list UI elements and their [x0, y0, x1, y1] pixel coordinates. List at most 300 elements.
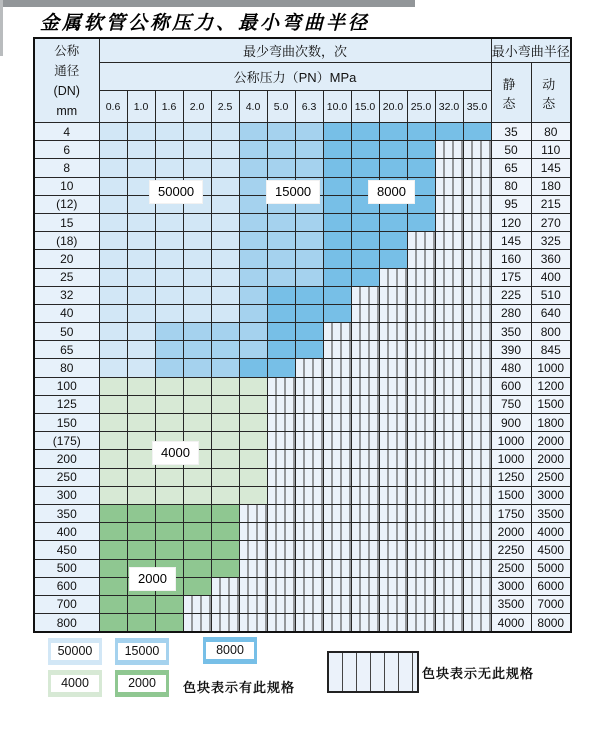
spec-cell-2000 [99, 559, 127, 577]
spec-cell-no-spec [435, 541, 463, 559]
spec-cell-no-spec [323, 595, 351, 613]
spec-cell-no-spec [463, 286, 491, 304]
static-value: 600 [491, 377, 531, 395]
spec-cell-2000 [155, 523, 183, 541]
spec-cell-50000 [211, 286, 239, 304]
static-value: 480 [491, 359, 531, 377]
zone-value-label: 50000 [149, 180, 203, 204]
spec-cell-no-spec [239, 541, 267, 559]
spec-cell-4000 [99, 450, 127, 468]
spec-cell-50000 [99, 232, 127, 250]
legend-no-spec-swatch [327, 651, 419, 693]
spec-cell-15000 [267, 268, 295, 286]
spec-cell-2000 [99, 595, 127, 613]
spec-cell-no-spec [239, 559, 267, 577]
spec-cell-4000 [99, 414, 127, 432]
legend-swatch-4000 [48, 670, 102, 697]
spec-cell-no-spec [323, 323, 351, 341]
spec-cell-no-spec [323, 523, 351, 541]
spec-cell-2000 [127, 504, 155, 522]
dn-value: 800 [34, 614, 99, 633]
spec-cell-50000 [183, 232, 211, 250]
dynamic-value: 110 [531, 141, 571, 159]
static-value: 120 [491, 213, 531, 231]
legend-no-spec-caption: 色块表示无此规格 [422, 666, 535, 681]
spec-cell-50000 [99, 268, 127, 286]
spec-cell-2000 [99, 577, 127, 595]
spec-cell-no-spec [379, 541, 407, 559]
spec-cell-no-spec [351, 541, 379, 559]
table-row [34, 450, 571, 468]
spec-cell-no-spec [295, 486, 323, 504]
spec-cell-8000 [351, 141, 379, 159]
dn-value: 10 [34, 177, 99, 195]
spec-cell-2000 [155, 504, 183, 522]
spec-cell-no-spec [351, 614, 379, 633]
spec-cell-no-spec [379, 341, 407, 359]
spec-cell-no-spec [323, 468, 351, 486]
spec-cell-4000 [239, 432, 267, 450]
static-value: 35 [491, 123, 531, 141]
static-value: 350 [491, 323, 531, 341]
spec-cell-no-spec [295, 504, 323, 522]
spec-cell-no-spec [379, 450, 407, 468]
spec-cell-50000 [211, 195, 239, 213]
spec-cell-15000 [239, 141, 267, 159]
spec-cell-no-spec [463, 468, 491, 486]
static-value: 3000 [491, 577, 531, 595]
spec-cell-50000 [211, 141, 239, 159]
spec-cell-no-spec [351, 486, 379, 504]
spec-cell-8000 [323, 195, 351, 213]
spec-cell-15000 [239, 232, 267, 250]
spec-cell-8000 [295, 304, 323, 322]
spec-cell-no-spec [267, 504, 295, 522]
dynamic-value: 1200 [531, 377, 571, 395]
spec-cell-no-spec [463, 559, 491, 577]
spec-cell-2000 [99, 614, 127, 633]
spec-cell-no-spec [239, 577, 267, 595]
pressure-col-header: 1.0 [127, 91, 155, 123]
table-row [34, 250, 571, 268]
dynamic-value: 2000 [531, 432, 571, 450]
spec-cell-no-spec [351, 523, 379, 541]
spec-cell-15000 [295, 250, 323, 268]
legend-swatch-8000 [203, 637, 257, 664]
spec-cell-4000 [127, 395, 155, 413]
spec-cell-8000 [267, 286, 295, 304]
spec-cell-no-spec [407, 559, 435, 577]
spec-cell-no-spec [351, 359, 379, 377]
spec-cell-no-spec [463, 359, 491, 377]
spec-cell-4000 [239, 414, 267, 432]
dn-value: (175) [34, 432, 99, 450]
spec-cell-no-spec [435, 523, 463, 541]
spec-cell-no-spec [323, 341, 351, 359]
spec-cell-4000 [211, 486, 239, 504]
spec-cell-no-spec [435, 450, 463, 468]
table-row [34, 323, 571, 341]
pressure-col-header: 2.5 [211, 91, 239, 123]
spec-cell-no-spec [211, 595, 239, 613]
spec-cell-no-spec [295, 559, 323, 577]
spec-cell-no-spec [267, 450, 295, 468]
spec-cell-no-spec [351, 286, 379, 304]
legend-swatch-2000 [115, 670, 169, 697]
table-row [34, 232, 571, 250]
spec-cell-2000 [99, 504, 127, 522]
dn-value: 8 [34, 159, 99, 177]
static-value: 225 [491, 286, 531, 304]
spec-cell-4000 [239, 395, 267, 413]
spec-cell-4000 [127, 377, 155, 395]
spec-cell-50000 [99, 323, 127, 341]
static-value: 2000 [491, 523, 531, 541]
dn-value: 200 [34, 450, 99, 468]
spec-cell-4000 [211, 468, 239, 486]
spec-cell-50000 [99, 286, 127, 304]
spec-cell-50000 [211, 177, 239, 195]
spec-cell-15000 [183, 341, 211, 359]
spec-cell-no-spec [435, 595, 463, 613]
spec-cell-no-spec [351, 468, 379, 486]
spec-cell-8000 [323, 213, 351, 231]
spec-cell-no-spec [351, 559, 379, 577]
spec-cell-no-spec [323, 450, 351, 468]
spec-cell-50000 [127, 268, 155, 286]
spec-cell-no-spec [267, 414, 295, 432]
static-value: 175 [491, 268, 531, 286]
spec-cell-50000 [127, 141, 155, 159]
spec-cell-2000 [211, 504, 239, 522]
spec-cell-no-spec [407, 304, 435, 322]
spec-cell-no-spec [463, 377, 491, 395]
spec-cell-no-spec [239, 523, 267, 541]
spec-cell-50000 [183, 268, 211, 286]
legend-swatch-50000 [48, 638, 102, 665]
spec-cell-8000 [351, 123, 379, 141]
spec-cell-no-spec [267, 395, 295, 413]
spec-cell-15000 [295, 141, 323, 159]
static-value: 900 [491, 414, 531, 432]
spec-cell-no-spec [463, 523, 491, 541]
dn-value: 250 [34, 468, 99, 486]
spec-cell-no-spec [435, 213, 463, 231]
spec-cell-4000 [155, 486, 183, 504]
spec-cell-15000 [239, 323, 267, 341]
spec-cell-15000 [239, 123, 267, 141]
spec-cell-8000 [239, 359, 267, 377]
spec-cell-15000 [239, 304, 267, 322]
static-value: 50 [491, 141, 531, 159]
spec-cell-50000 [127, 359, 155, 377]
dynamic-value: 3000 [531, 486, 571, 504]
spec-cell-15000 [239, 250, 267, 268]
table-row [34, 559, 571, 577]
static-value: 1000 [491, 432, 531, 450]
spec-cell-50000 [183, 250, 211, 268]
spec-cell-no-spec [463, 486, 491, 504]
spec-cell-no-spec [407, 377, 435, 395]
spec-cell-4000 [183, 486, 211, 504]
spec-table-wrap [33, 37, 572, 633]
spec-cell-no-spec [379, 486, 407, 504]
spec-cell-no-spec [183, 614, 211, 633]
spec-cell-8000 [323, 159, 351, 177]
spec-cell-no-spec [435, 414, 463, 432]
spec-cell-no-spec [295, 450, 323, 468]
spec-cell-4000 [183, 377, 211, 395]
legend-swatch-label: 15000 [118, 643, 166, 661]
dynamic-value: 400 [531, 268, 571, 286]
spec-cell-2000 [127, 523, 155, 541]
static-value: 160 [491, 250, 531, 268]
spec-cell-50000 [127, 159, 155, 177]
spec-cell-no-spec [463, 577, 491, 595]
spec-cell-8000 [407, 159, 435, 177]
spec-cell-8000 [323, 250, 351, 268]
spec-cell-no-spec [323, 559, 351, 577]
dynamic-value: 8000 [531, 614, 571, 633]
spec-cell-no-spec [379, 323, 407, 341]
spec-cell-no-spec [239, 595, 267, 613]
pressure-col-header: 25.0 [407, 91, 435, 123]
table-row [34, 595, 571, 613]
spec-cell-4000 [155, 414, 183, 432]
pressure-col-header: 6.3 [295, 91, 323, 123]
spec-cell-8000 [323, 268, 351, 286]
spec-cell-50000 [127, 341, 155, 359]
spec-cell-4000 [239, 377, 267, 395]
spec-cell-8000 [323, 141, 351, 159]
spec-cell-15000 [183, 323, 211, 341]
spec-cell-8000 [407, 141, 435, 159]
spec-cell-no-spec [295, 577, 323, 595]
spec-cell-4000 [99, 486, 127, 504]
spec-cell-15000 [267, 123, 295, 141]
spec-cell-8000 [295, 286, 323, 304]
spec-cell-no-spec [323, 432, 351, 450]
dynamic-value: 180 [531, 177, 571, 195]
spec-cell-no-spec [463, 250, 491, 268]
spec-cell-2000 [127, 614, 155, 633]
dn-value: 350 [34, 504, 99, 522]
spec-cell-no-spec [463, 268, 491, 286]
spec-cell-50000 [99, 177, 127, 195]
spec-cell-15000 [295, 268, 323, 286]
spec-cell-8000 [323, 304, 351, 322]
spec-cell-4000 [211, 450, 239, 468]
table-row [34, 304, 571, 322]
spec-cell-no-spec [435, 141, 463, 159]
spec-cell-no-spec [463, 541, 491, 559]
spec-cell-4000 [155, 395, 183, 413]
spec-cell-50000 [183, 213, 211, 231]
spec-cell-50000 [155, 141, 183, 159]
static-value: 1500 [491, 486, 531, 504]
spec-cell-no-spec [211, 577, 239, 595]
spec-cell-2000 [183, 577, 211, 595]
spec-cell-no-spec [351, 341, 379, 359]
spec-cell-4000 [127, 414, 155, 432]
spec-cell-no-spec [435, 359, 463, 377]
spec-cell-no-spec [407, 614, 435, 633]
static-value: 280 [491, 304, 531, 322]
table-row [34, 395, 571, 413]
spec-cell-2000 [155, 614, 183, 633]
dynamic-value: 2000 [531, 450, 571, 468]
spec-cell-no-spec [463, 414, 491, 432]
spec-cell-50000 [99, 341, 127, 359]
pressure-col-header: 0.6 [99, 91, 127, 123]
dn-value: 700 [34, 595, 99, 613]
dynamic-value: 325 [531, 232, 571, 250]
spec-cell-4000 [127, 486, 155, 504]
spec-cell-15000 [211, 341, 239, 359]
legend-swatch-15000 [115, 638, 169, 665]
spec-cell-50000 [127, 323, 155, 341]
spec-cell-4000 [99, 395, 127, 413]
static-value: 1750 [491, 504, 531, 522]
spec-cell-no-spec [323, 577, 351, 595]
spec-cell-no-spec [379, 414, 407, 432]
dn-value: (12) [34, 195, 99, 213]
spec-cell-no-spec [295, 468, 323, 486]
spec-cell-no-spec [407, 468, 435, 486]
dynamic-value: 1800 [531, 414, 571, 432]
table-row [34, 504, 571, 522]
spec-cell-50000 [127, 304, 155, 322]
spec-cell-no-spec [351, 377, 379, 395]
spec-cell-15000 [295, 213, 323, 231]
bend-cycles-header: 最少弯曲次数，次 [99, 38, 491, 63]
dn-value: 80 [34, 359, 99, 377]
dynamic-value: 2500 [531, 468, 571, 486]
spec-cell-no-spec [379, 359, 407, 377]
spec-cell-no-spec [463, 195, 491, 213]
spec-cell-no-spec [463, 595, 491, 613]
spec-cell-50000 [99, 213, 127, 231]
spec-cell-4000 [183, 468, 211, 486]
spec-cell-8000 [351, 268, 379, 286]
spec-cell-8000 [267, 304, 295, 322]
spec-cell-15000 [267, 159, 295, 177]
legend-swatch-label: 50000 [51, 643, 99, 661]
spec-cell-no-spec [407, 432, 435, 450]
spec-cell-8000 [267, 341, 295, 359]
spec-cell-2000 [155, 541, 183, 559]
spec-cell-15000 [155, 341, 183, 359]
spec-cell-8000 [407, 123, 435, 141]
spec-cell-no-spec [463, 159, 491, 177]
scan-edge-left [0, 0, 3, 56]
dynamic-value: 4500 [531, 541, 571, 559]
spec-cell-8000 [351, 213, 379, 231]
spec-cell-no-spec [435, 377, 463, 395]
dynamic-value: 1000 [531, 359, 571, 377]
spec-cell-no-spec [379, 395, 407, 413]
dynamic-value: 5000 [531, 559, 571, 577]
spec-cell-50000 [127, 250, 155, 268]
table-row [34, 159, 571, 177]
dn-value: 50 [34, 323, 99, 341]
spec-cell-50000 [155, 250, 183, 268]
table-row [34, 341, 571, 359]
static-value: 1250 [491, 468, 531, 486]
spec-cell-50000 [155, 123, 183, 141]
table-row [34, 577, 571, 595]
spec-cell-no-spec [323, 359, 351, 377]
spec-cell-50000 [99, 250, 127, 268]
spec-cell-50000 [99, 141, 127, 159]
spec-cell-no-spec [323, 395, 351, 413]
dn-value: 6 [34, 141, 99, 159]
dynamic-value: 845 [531, 341, 571, 359]
spec-cell-50000 [99, 195, 127, 213]
table-row [34, 268, 571, 286]
spec-cell-no-spec [407, 250, 435, 268]
dynamic-value: 1500 [531, 395, 571, 413]
spec-cell-4000 [183, 414, 211, 432]
spec-cell-8000 [323, 286, 351, 304]
zone-value-label: 4000 [152, 441, 199, 465]
spec-cell-8000 [323, 177, 351, 195]
dynamic-value: 800 [531, 323, 571, 341]
spec-cell-no-spec [435, 577, 463, 595]
spec-cell-no-spec [267, 559, 295, 577]
spec-cell-15000 [267, 250, 295, 268]
spec-cell-no-spec [211, 614, 239, 633]
spec-cell-15000 [211, 359, 239, 377]
dn-value: 125 [34, 395, 99, 413]
spec-cell-2000 [183, 559, 211, 577]
pressure-col-header: 15.0 [351, 91, 379, 123]
spec-cell-no-spec [267, 614, 295, 633]
spec-cell-no-spec [463, 504, 491, 522]
spec-cell-no-spec [407, 450, 435, 468]
pressure-col-header: 20.0 [379, 91, 407, 123]
dn-value: 15 [34, 213, 99, 231]
spec-cell-8000 [379, 250, 407, 268]
spec-cell-15000 [239, 195, 267, 213]
spec-cell-no-spec [379, 559, 407, 577]
table-row [34, 377, 571, 395]
spec-cell-no-spec [267, 577, 295, 595]
spec-cell-no-spec [379, 432, 407, 450]
dynamic-value: 7000 [531, 595, 571, 613]
spec-cell-no-spec [407, 414, 435, 432]
spec-cell-no-spec [351, 414, 379, 432]
zone-value-label: 8000 [368, 180, 415, 204]
spec-cell-8000 [323, 123, 351, 141]
spec-cell-no-spec [295, 595, 323, 613]
spec-cell-50000 [127, 213, 155, 231]
spec-cell-2000 [127, 541, 155, 559]
dn-value: 32 [34, 286, 99, 304]
static-value: 2250 [491, 541, 531, 559]
static-value: 65 [491, 159, 531, 177]
spec-cell-no-spec [267, 468, 295, 486]
spec-cell-4000 [239, 450, 267, 468]
table-row [34, 486, 571, 504]
spec-cell-2000 [183, 504, 211, 522]
spec-cell-no-spec [435, 195, 463, 213]
spec-cell-no-spec [379, 286, 407, 304]
spec-cell-2000 [155, 595, 183, 613]
spec-cell-4000 [99, 377, 127, 395]
dn-value: (18) [34, 232, 99, 250]
pressure-col-header: 2.0 [183, 91, 211, 123]
